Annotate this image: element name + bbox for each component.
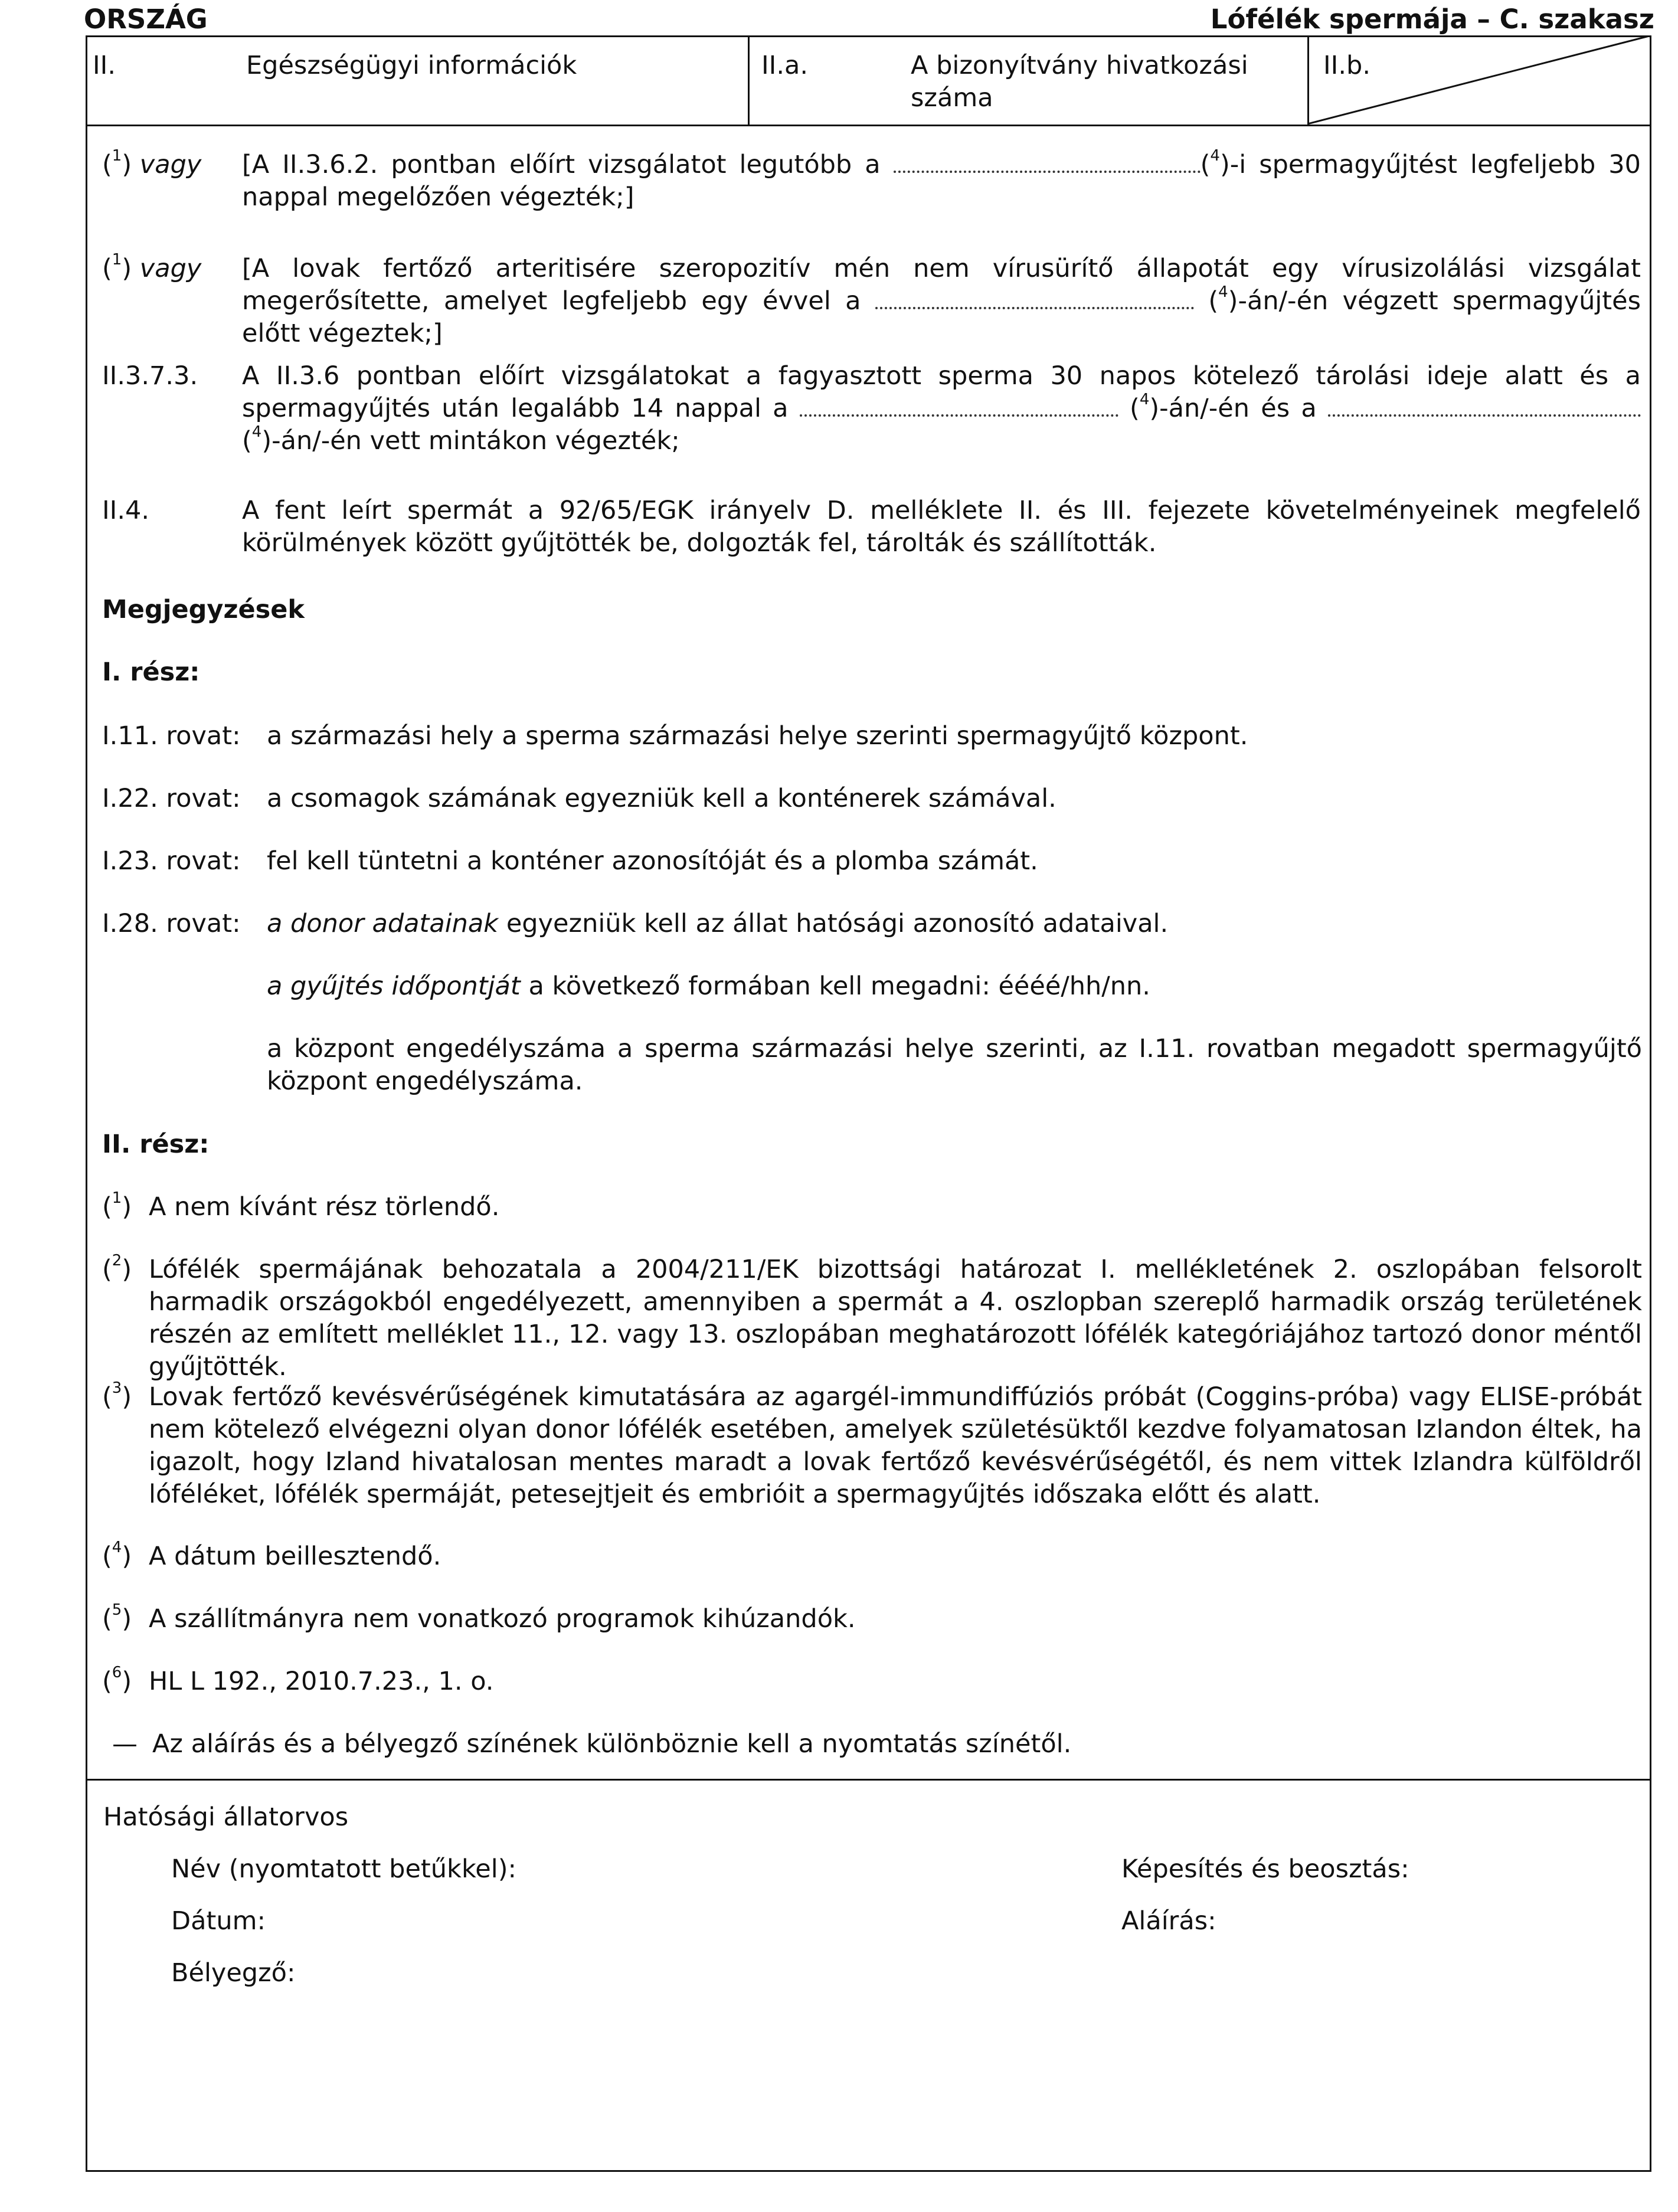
footnote-text: A dátum beillesztendő. <box>149 1542 441 1571</box>
header-cell-section: II. <box>93 51 116 80</box>
clause-text: A fent leírt spermát a 92/65/EGK irányelv D. melléklete II. és III. fejezete követelményeinek megfelelő körülmények között gyűjtötték be, dolgozták fel, tárolták és szállították. <box>242 496 1641 558</box>
footnote-marker: ($^3$) <box>102 1379 132 1412</box>
clause-marker: ($^1$) vagy <box>102 146 202 179</box>
date-label: Dátum: <box>171 1906 266 1936</box>
clause-text: [A II.3.6.2. pontban előírt vizsgálatot legutóbb a ($^4$)-i spermagyűjtést legfeljebb 30 nappal megelőzően végezték;] <box>242 146 1641 212</box>
footnote-text: Lovak fertőző kevésvérűségének kimutatására az agargél-immundiffúziós próbát (Coggins-próba) vagy ELISE-próbát nem kötelező elvégezni olyan donor lófélék esetében, amelyek születésüktől kezdve folyamatosan Izlandon éltek, ha igazolt, hogy Izland hivatalosan mentes maradt a lovak fertőző kevésvérűségétől, és nem vittek Izlandra külföldről lóféléket, lófélék spermáját, petesejtjeit és embrióit a spermagyűjtés időszaka előtt és alatt. <box>149 1382 1642 1510</box>
footnote-marker: ($^6$) <box>102 1663 132 1696</box>
qualification-label: Képesítés és beosztás: <box>1121 1854 1409 1884</box>
footnote-marker: ($^4$) <box>102 1538 132 1571</box>
note-text: a központ engedélyszáma a sperma származási helye szerinti, az I.11. rovatban megadott spermagyűjtő központ engedélyszáma. <box>267 1034 1642 1097</box>
signature-divider <box>86 1779 1651 1781</box>
note-label: I.23. rovat: <box>102 846 241 876</box>
signature-title: Hatósági állatorvos <box>103 1802 349 1832</box>
header-cell-iib: II.b. <box>1323 51 1370 80</box>
note-text: a származási hely a sperma származási helye szerinti spermagyűjtő központ. <box>267 721 1248 751</box>
footnote-text: A szállítmányra nem vonatkozó programok kihúzandók. <box>149 1604 856 1634</box>
note-text: a gyűjtés időpontját a következő formában kell megadni: éééé/hh/nn. <box>267 971 1150 1001</box>
note-label: I.22. rovat: <box>102 784 241 813</box>
part1-title: I. rész: <box>102 657 200 687</box>
part2-title: II. rész: <box>102 1130 210 1159</box>
note-text: a csomagok számának egyezniük kell a konténerek számával. <box>267 784 1056 813</box>
header-cell-iia: II.a. <box>761 51 809 80</box>
section-heading: Lófélék spermája – C. szakasz <box>1210 4 1654 35</box>
footnote-marker: ($^2$) <box>102 1251 132 1284</box>
footnote-text: HL L 192., 2010.7.23., 1. o. <box>149 1667 494 1696</box>
footnote-marker: ($^1$) <box>102 1189 132 1222</box>
note-label: I.11. rovat: <box>102 721 241 751</box>
note-label: I.28. rovat: <box>102 909 241 938</box>
clause-text: [A lovak fertőző arteritisére szeropozitív mén nem vírusürítő állapotát egy vírusizolálási vizsgálat megerősítette, amelyet legfeljebb egy évvel a ($^4$)-án/-én végzett spermagyűjtés előtt végeztek;] <box>242 254 1641 349</box>
header-cell-reference: A bizonyítvány hivatkozási száma <box>911 51 1248 113</box>
clause-marker: ($^1$) vagy <box>102 250 202 283</box>
dash-marker: — <box>112 1729 138 1759</box>
clause-number: II.4. <box>102 496 150 525</box>
note-text: fel kell tüntetni a konténer azonosítóját és a plomba számát. <box>267 846 1038 876</box>
footnote-text: Lófélék spermájának behozatala a 2004/211/EK bizottsági határozat I. mellékletének 2. oszlopában felsorolt harmadik országokból engedélyezett, amennyiben a spermát a 4. oszlopban szereplő harmadik ország területének részén az említett melléklet 11., 12. vagy 13. oszlopában meghatározott lófélék kategóriájához tartozó donor méntől gyűjtötték. <box>149 1255 1642 1382</box>
country-heading: ORSZÁG <box>84 4 208 35</box>
notes-title: Megjegyzések <box>102 595 305 624</box>
note-text: a donor adatainak egyezniük kell az állat hatósági azonosító adataival. <box>267 909 1169 938</box>
stamp-label: Bélyegző: <box>171 1958 296 1988</box>
name-label: Név (nyomtatott betűkkel): <box>171 1854 516 1884</box>
dash-note: Az aláírás és a bélyegző színének különböznie kell a nyomtatás színétől. <box>152 1729 1072 1759</box>
clause-number: II.3.7.3. <box>102 361 198 391</box>
clause-text: A II.3.6 pontban előírt vizsgálatokat a fagyasztott sperma 30 napos kötelező tárolási ideje alatt és a spermagyűjtés után legalább 14 nappal a ($^4$)-án/-én és a ($^4$)-án/-én vett mintákon végezték; <box>242 361 1641 456</box>
header-cell-title: Egészségügyi információk <box>246 51 577 80</box>
signature-label: Aláírás: <box>1121 1906 1216 1936</box>
footnote-text: A nem kívánt rész törlendő. <box>149 1192 500 1222</box>
table-header <box>86 35 1651 126</box>
document-frame <box>86 35 1651 2172</box>
footnote-marker: ($^5$) <box>102 1601 132 1634</box>
header-divider <box>748 35 750 125</box>
